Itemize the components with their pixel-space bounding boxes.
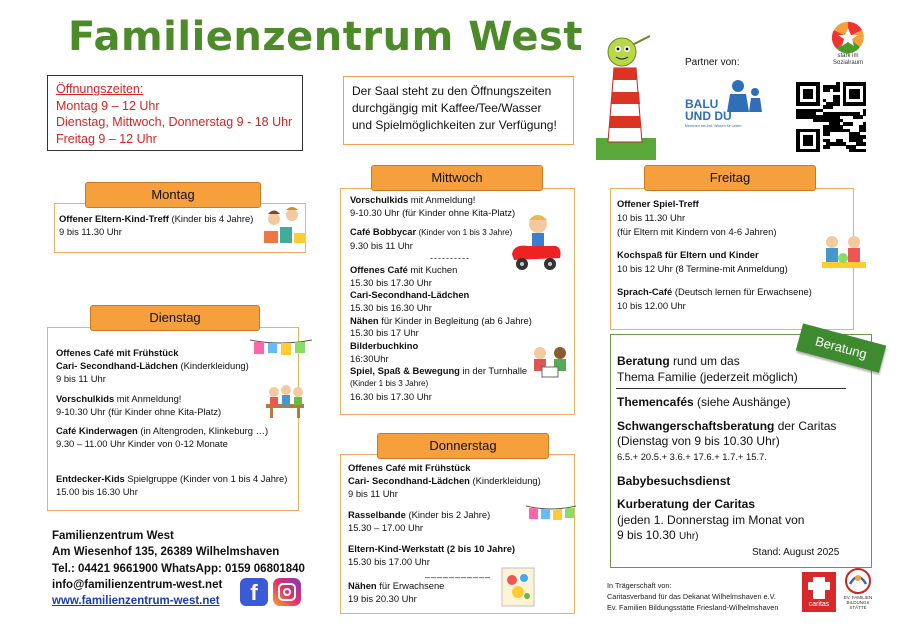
contact-address: Am Wiesenhof 135, 26389 Wilhelmshaven — [52, 546, 280, 559]
service-title: Schwangerschaftsberatung — [617, 418, 775, 433]
event-detail: Spielgruppe (Kinder von 1 bis 4 Jahre) — [124, 473, 288, 484]
service-detail: (jeden 1. Donnerstag im Monat von — [617, 512, 805, 527]
event-detail: (in Altengroden, Klinkeburg …) — [137, 425, 269, 436]
event-title: Spiel, Spaß & Bewegung — [350, 365, 460, 377]
sponsor-heading: In Trägerschaft von: — [607, 581, 672, 590]
event-title: Vorschulkids — [56, 393, 115, 404]
event-time: 9.30 bis 11 Uhr — [350, 240, 413, 252]
event-title: Bilderbuchkino — [350, 340, 419, 352]
efb-logo-text: EV. FAMILIEN — [843, 595, 873, 600]
contact-name: Familienzentrum West — [52, 530, 174, 542]
opening-hours-heading: Öffnungszeiten: — [56, 82, 144, 96]
event-detail: (Deutsch lernen für Erwachsene) — [672, 286, 812, 297]
event-detail: (für Eltern mit Kindern von 4-6 Jahren) — [617, 226, 777, 237]
event-time: 19 bis 20.30 Uhr — [348, 593, 417, 604]
event-time: 15.30 bis 16.30 Uhr — [350, 301, 432, 313]
event-time: 15.30 – 17.00 Uhr — [348, 522, 424, 533]
website-link[interactable]: www.familienzentrum-west.net — [52, 595, 220, 608]
event-detail: (Kinder bis 4 Jahre) — [168, 213, 254, 224]
stand-date: Stand: August 2025 — [752, 547, 840, 558]
freitag-content — [617, 197, 849, 313]
sponsor-block — [607, 580, 778, 613]
mittwoch-header: Mittwoch — [371, 165, 543, 191]
opening-hours-line: Dienstag, Mittwoch, Donnerstag 9 - 18 Uhr — [56, 115, 293, 129]
event-time: 15.00 bis 16.30 Uhr — [56, 486, 138, 497]
sponsor-line: Caritasverband für das Dekanat Wilhelmshaven e.V. — [607, 592, 776, 601]
balu-und-du-logo — [683, 78, 769, 130]
balu-tagline: Mentoren mit Zeit. Wissen für Leben. — [685, 124, 743, 128]
qr-code[interactable] — [796, 82, 866, 152]
event-title: Kochspaß für Eltern und Kinder — [617, 249, 759, 260]
event-time: 9-10.30 Uhr (für Kinder ohne Kita-Platz) — [56, 406, 222, 417]
saal-info-line: und Spielmöglichkeiten zur Verfügung! — [352, 118, 557, 132]
event-title: Vorschulkids — [350, 194, 409, 205]
event-time: 16.30 bis 17.30 Uhr — [350, 390, 432, 402]
facebook-icon[interactable]: f — [240, 578, 268, 606]
saal-info-line: durchgängig mit Kaffee/Tee/Wasser — [352, 101, 542, 115]
service-detail: rund um das — [669, 354, 740, 368]
event-time: 9 bis 11 Uhr — [56, 373, 106, 384]
event-detail: (Kinderkleidung) — [469, 475, 541, 486]
event-title: Offenes Café — [350, 263, 408, 275]
event-title: Café Bobbycar — [350, 226, 417, 238]
craft-illustration — [500, 566, 536, 608]
playing-children-illustration — [262, 205, 308, 245]
event-title: Cari- Secondhand-Lädchen — [56, 360, 178, 371]
caritas-logo — [802, 572, 836, 612]
freitag-header: Freitag — [644, 165, 816, 191]
stark-im-sozialraum-logo — [825, 20, 871, 68]
event-detail: für Erwachsene — [376, 580, 445, 591]
event-time: 15.30 bis 17 Uhr — [350, 327, 419, 339]
event-title: Cari-Secondhand-Lädchen — [350, 289, 470, 301]
dienstag-header: Dienstag — [90, 305, 260, 331]
event-detail: (Kinder bis 2 Jahre) — [405, 509, 491, 520]
montag-header: Montag — [85, 182, 261, 208]
event-title: Nähen — [348, 580, 377, 591]
lighthouse-illustration — [596, 30, 656, 160]
cooking-children-illustration — [818, 232, 870, 272]
service-detail: (siehe Aushänge) — [693, 395, 791, 409]
beratung-content — [617, 354, 867, 545]
opening-hours-line: Montag 9 – 12 Uhr — [56, 98, 160, 113]
event-detail: (Kinder 1 bis 3 Jahre) — [350, 379, 429, 389]
service-title: Babybesuchsdienst — [617, 473, 731, 488]
service-dates: 6.5.+ 20.5.+ 3.6.+ 17.6.+ 1.7.+ 15.7. — [617, 450, 767, 462]
beratung-ribbon: Beratung — [796, 323, 886, 372]
event-title: Rasselbande — [348, 509, 406, 520]
service-detail: (Dienstag von 9 bis 10.30 Uhr) — [617, 434, 780, 448]
event-detail: für Kinder in Begleitung (ab 6 Jahre) — [378, 314, 532, 326]
children-table-illustration — [262, 380, 308, 420]
donnerstag-header: Donnerstag — [377, 433, 549, 459]
balu-logo-text: UND DU — [685, 109, 732, 123]
partner-label: Partner von: — [685, 57, 740, 68]
opening-hours-box — [47, 75, 303, 151]
event-title: Nähen — [350, 314, 379, 326]
event-title: Sprach-Café — [617, 286, 673, 297]
event-title: Offener Eltern-Kind-Treff — [59, 213, 169, 224]
event-title: Offenes Café mit Frühstück — [348, 462, 471, 473]
montag-content — [59, 212, 264, 238]
event-time: 9 bis 11 Uhr — [348, 488, 398, 499]
dienstag-content — [56, 346, 296, 503]
contact-phone[interactable]: Tel.: 04421 9661900 WhatsApp: 0159 06801840 — [52, 562, 305, 575]
bobbycar-illustration — [508, 210, 564, 276]
page-title: Familienzentrum West — [68, 14, 583, 60]
event-title: Offenes Café mit Frühstück — [56, 347, 179, 358]
stark-logo-text: Sozialraum — [832, 60, 863, 66]
event-time: 15.30 bis 17.00 Uhr — [348, 556, 430, 567]
service-detail: 9 bis 10.30 — [617, 528, 680, 542]
balu-logo-text: BALU — [685, 97, 719, 111]
opening-hours-line: Freitag 9 – 12 Uhr — [56, 131, 157, 146]
event-detail: (Kinderkleidung) — [177, 360, 249, 371]
reading-children-illustration — [528, 343, 572, 379]
separator: ---------- — [430, 252, 470, 263]
efb-logo-text: STÄTTE — [849, 605, 867, 610]
service-title: Themencafés — [617, 395, 694, 409]
saal-info-box — [343, 76, 574, 145]
event-title: Entdecker-Kids — [56, 473, 125, 484]
instagram-icon[interactable] — [273, 578, 301, 606]
clothesline-illustration — [526, 502, 576, 526]
event-detail: mit Kuchen — [407, 263, 458, 275]
service-detail: der Caritas — [774, 418, 837, 433]
saal-info-line: Der Saal steht zu den Öffnungszeiten — [352, 84, 552, 98]
service-detail: Thema Familie (jederzeit möglich) — [617, 369, 798, 384]
event-time: 10 bis 11.30 Uhr — [617, 212, 686, 223]
caritas-logo-text: caritas — [808, 601, 830, 608]
event-title: Offener Spiel-Treff — [617, 198, 699, 209]
service-title: Beratung — [617, 354, 670, 368]
event-title: Café Kinderwagen — [56, 425, 138, 436]
event-time: 9-10.30 Uhr (für Kinder ohne Kita-Platz) — [350, 206, 516, 218]
event-time: 15.30 bis 17.30 Uhr — [350, 276, 432, 288]
event-title: Eltern-Kind-Werkstatt (2 bis 10 Jahre) — [348, 543, 516, 554]
event-detail: mit Anmeldung! — [408, 194, 476, 205]
event-detail: mit Anmeldung! — [114, 393, 182, 404]
event-time: 10 bis 12.00 Uhr — [617, 300, 686, 311]
event-detail: in der Turnhalle — [459, 365, 528, 377]
event-time: 9.30 – 11.00 Uhr Kinder von 0-12 Monate — [56, 438, 228, 449]
service-detail: Uhr) — [679, 531, 699, 542]
ev-familienbildungsstaette-logo — [840, 566, 876, 612]
event-detail: (Kinder von 1 bis 3 Jahre) — [416, 228, 513, 238]
contact-email[interactable]: info@familienzentrum-west.net — [52, 578, 223, 591]
service-title: Kurberatung der Caritas — [617, 497, 756, 511]
stark-logo-text: stark im — [837, 53, 859, 59]
event-time: 9 bis 11.30 Uhr — [59, 226, 122, 237]
efb-logo-text: BILDUNGS — [846, 600, 870, 605]
sponsor-line: Ev. Familien Bildungsstätte Friesland-Wilhelmshaven — [607, 603, 779, 612]
clothesline-illustration — [250, 336, 312, 358]
event-time: 16:30Uhr — [350, 352, 389, 364]
separator: ___________ — [424, 568, 492, 578]
donnerstag-content — [348, 461, 578, 605]
event-title: Cari- Secondhand-Lädchen — [348, 475, 470, 486]
event-time: 10 bis 12 Uhr (8 Termine-mit Anmeldung) — [617, 263, 788, 274]
